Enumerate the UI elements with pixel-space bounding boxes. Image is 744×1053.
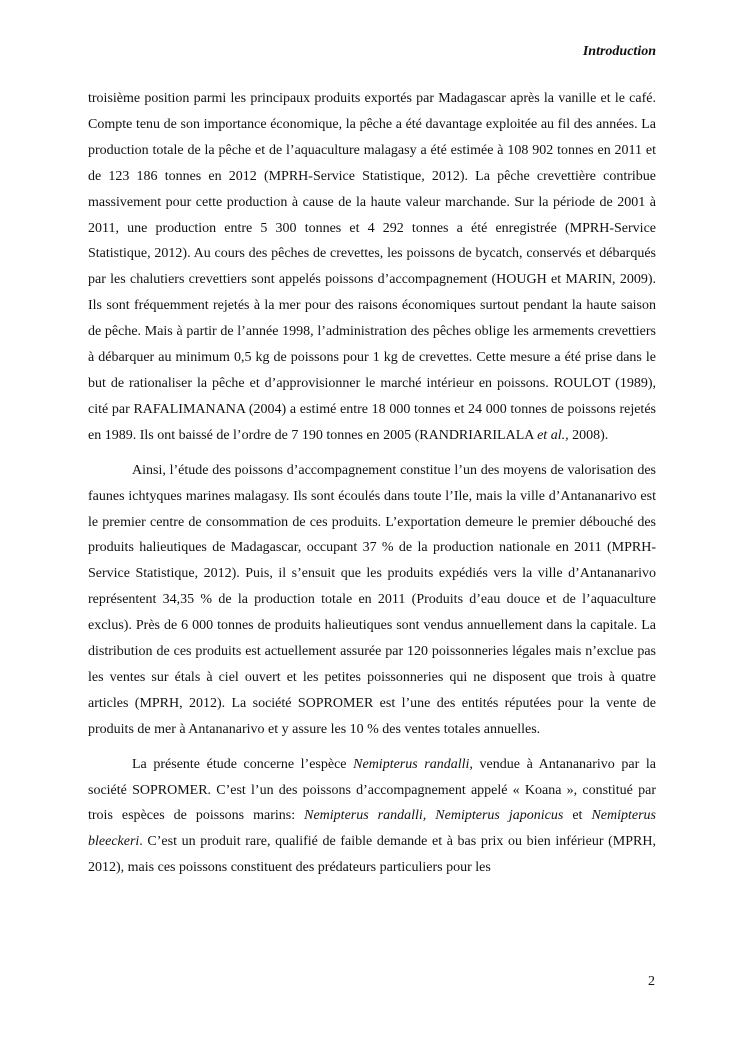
- paragraph-3-text-1: La présente étude concerne l’espèce: [132, 756, 354, 772]
- paragraph-2-text: Ainsi, l’étude des poissons d’accompagnement constitue l’un des moyens de valorisation des faunes ichtyques marines malagasy. Ils sont écoulés dans toute l’Ile, mais la ville d’Antananarivo est le premier centre de consommation de ces produits. L’exportation demeure le premier débouché des produits halieutiques de Madagascar, occupant 37 % de la production nationale en 2011 (MPRH-Service Statistique, 2012). Puis, il s’ensuit que les produits expédiés vers la ville d’Antananarivo représentent 34,35 % de la production totale en 2011 (Produits d’eau douce et de l’aquaculture exclus). Près de 6 000 tonnes de produits halieutiques sont vendus annuellement dans la capitale. La distribution de ces produits est actuellement assurée par 120 poissonneries légales mais n’exclue pas les ventes sur étals à ciel ouvert et les petites poissonneries qui ne disposent que trois à quatre articles (MPRH, 2012). La société SOPROMER est l’une des entités réputées pour la vente de produits de mer à Antananarivo et y assure les 10 % des ventes totales annuelles.: [88, 462, 656, 737]
- species-name-randalli: Nemipterus randalli,: [353, 756, 473, 772]
- species-name-bleeckeri: Nemipterus bleeckeri: [88, 808, 656, 850]
- paragraph-1-text: troisième position parmi les principaux produits exportés par Madagascar après la vanille et le café. Compte tenu de son importance économique, la pêche a été davantage exploitée au fil des années. La production totale de la pêche et de l’aquaculture malagasy a été estimée à 108 902 tonnes en 2011 et de 123 186 tonnes en 2012 (MPRH-Service Statistique, 2012). La pêche crevettière contribue massivement pour cette production à cause de la haute valeur marchande. Sur la période de 2001 à 2011, une production entre 5 300 tonnes et 4 292 tonnes a été enregistrée (MPRH-Service Statistique, 2012). Au cours des pêches de crevettes, les poissons de bycatch, conservés et débarqués par les chalutiers crevettiers sont appelés poissons d’accompagnement (HOUGH et MARIN, 2009). Ils sont fréquemment rejetés à la mer pour des raisons économiques surtout pendant la haute saison de pêche. Mais à partir de l’année 1998, l’administration des pêches oblige les armements crevettiers à débarquer au minimum 0,5 kg de poissons pour 1 kg de crevettes. Cette mesure a été prise dans le but de rationaliser la pêche et d’approvisionner le marché intérieur en poissons. ROULOT (1989), cité par RAFALIMANANA (2004) a estimé entre 18 000 tonnes et 24 000 tonnes de poissons rejetés en 1989. Ils ont baissé de l’ordre de 7 190 tonnes en 2005 (RANDRIARILALA: [88, 91, 656, 443]
- paragraph-3-text-3: et: [563, 808, 592, 824]
- paragraph-3-text-2: vendue à Antananarivo par la société SOPROMER. C’est l’un des poissons d’accompagnement appelé « Koana », constitué par trois espèces de poissons marins:: [88, 756, 656, 824]
- paragraph-3: [88, 752, 656, 882]
- running-header: Introduction: [582, 44, 656, 59]
- species-names-list: Nemipterus randalli, Nemipterus japonicus: [304, 808, 564, 824]
- paragraph-1-end: 2008).: [568, 427, 609, 443]
- paragraph-2: [88, 458, 656, 743]
- paragraph-3-text-4: . C’est un produit rare, qualifié de faible demande et à bas prix ou bien inférieur (MPRH, 2012), mais ces poissons constituent des prédateurs particuliers pour les: [88, 834, 656, 876]
- body-text: [88, 86, 656, 890]
- page-number: 2: [648, 974, 655, 989]
- paragraph-1: [88, 86, 656, 449]
- paragraph-1-italic: et al.,: [537, 427, 569, 443]
